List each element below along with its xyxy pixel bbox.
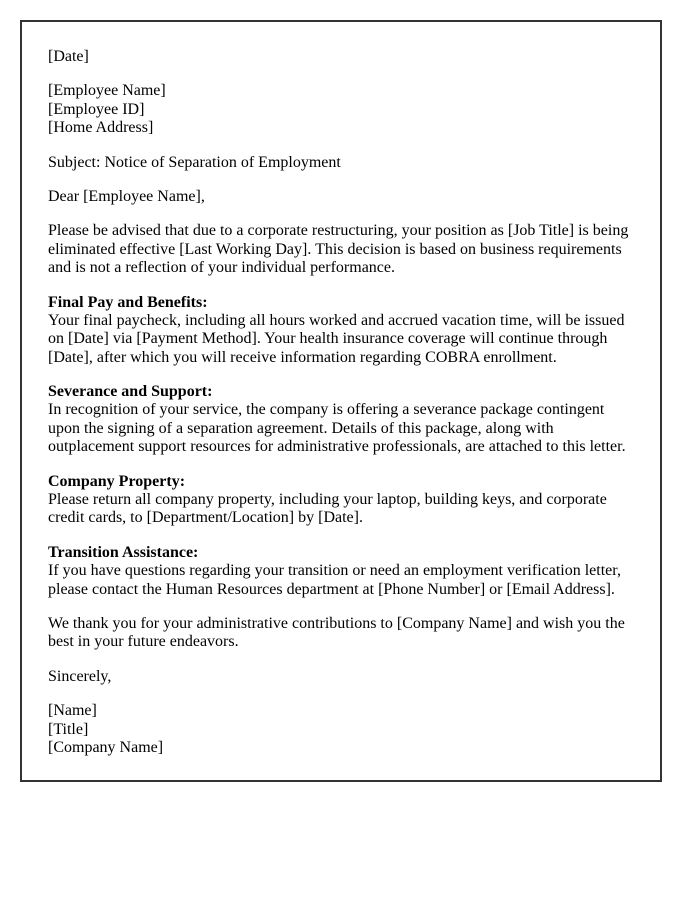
letter-date: [Date] [48,48,89,65]
section-company-property [48,473,634,528]
salutation: Dear [Employee Name], [48,187,205,205]
intro-paragraph: Please be advised that due to a corporate restructuring, your position as [Job Title] is being eliminated effective [Last Working Day]. This decision is based on business requirements and is not a reflection of your individual performance. [48,222,629,277]
section-final-pay-and-benefits [48,294,634,368]
section-transition-assistance [48,544,634,599]
recipient-block [48,82,634,137]
sign-off: Sincerely, [48,667,112,685]
signature-company: [Company Name] [48,738,164,756]
signature-block [48,702,634,757]
section-heading-company-property: Company Property: [48,472,186,490]
recipient-address: [Home Address] [48,119,154,137]
letter-document [20,20,662,782]
section-body-severance: In recognition of your service, the company is offering a severance package contingent upon the signing of a separation agreement. Details of this package, along with outplacement support resources for administrative professionals, are attached to this letter. [48,401,626,456]
subject-line: Subject: Notice of Separation of Employment [48,153,341,171]
signature-title: [Title] [48,720,89,738]
section-body-final-pay: Your final paycheck, including all hours worked and accrued vacation time, will be issued on [Date] via [Payment Method]. Your health insurance coverage will continue through [Date], after which you will receive information regarding COBRA enrollment. [48,311,625,366]
section-heading-final-pay: Final Pay and Benefits: [48,293,208,311]
recipient-id: [Employee ID] [48,100,145,118]
section-body-company-property: Please return all company property, including your laptop, building keys, and corporate credit cards, to [Department/Location] by [Date]. [48,491,607,527]
section-heading-transition: Transition Assistance: [48,543,199,561]
closing-paragraph: We thank you for your administrative contributions to [Company Name] and wish you the best in your future endeavors. [48,614,625,651]
signature-name: [Name] [48,702,97,720]
section-heading-severance: Severance and Support: [48,383,213,401]
section-body-transition: If you have questions regarding your transition or need an employment verification letter, please contact the Human Resources department at [Phone Number] or [Email Address]. [48,562,621,598]
recipient-name: [Employee Name] [48,82,166,100]
section-severance-and-support [48,383,634,457]
